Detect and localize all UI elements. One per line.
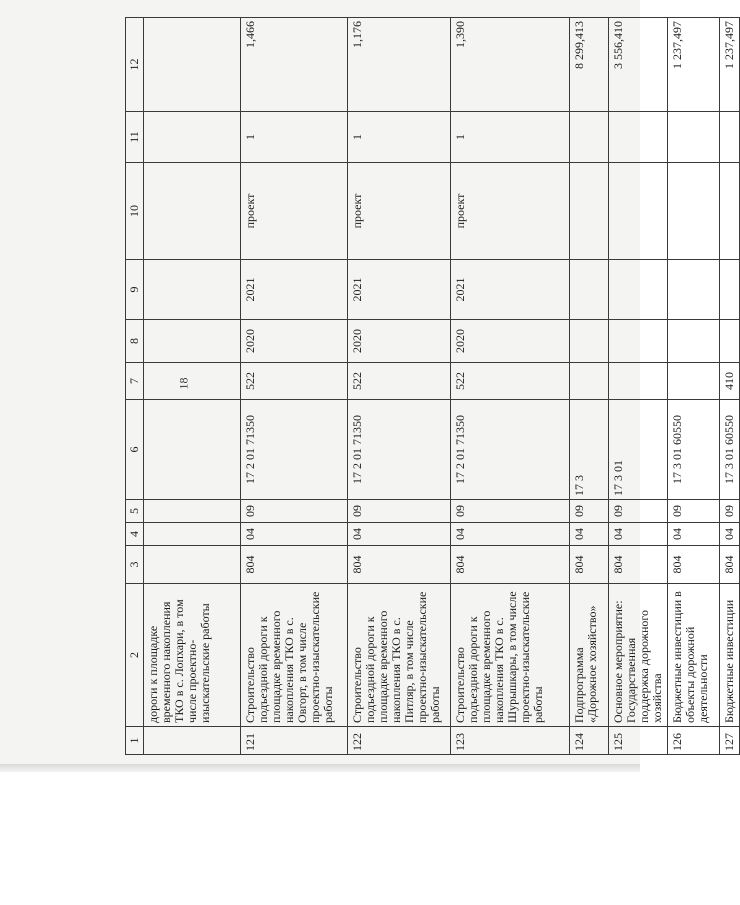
start-year: 2020 [348,320,451,363]
target-article: 17 2 01 71350 [241,400,348,500]
header-cell: 5 [126,500,144,523]
amount: 1,466 [241,18,348,112]
header-cell: 10 [126,163,144,260]
section-code: 04 [241,523,348,546]
unit: проект [451,163,570,260]
expense-type: 522 [451,363,570,400]
header-row [126,18,144,755]
section-code: 04 [668,523,720,546]
target-article: 17 2 01 71350 [348,400,451,500]
section-code: 04 [609,523,668,546]
end-year [570,260,609,320]
amount: 1 237,497 [668,18,720,112]
header-cell: 1 [126,727,144,755]
unit [609,163,668,260]
start-year [609,320,668,363]
table-row [609,18,668,755]
ministry-code [144,546,241,584]
expense-type: 522 [241,363,348,400]
rotated-table-container [125,18,736,755]
header-cell: 4 [126,523,144,546]
start-year [668,320,720,363]
header-cell: 3 [126,546,144,584]
subsection-code: 09 [609,500,668,523]
end-year [720,260,740,320]
subsection-code: 09 [720,500,740,523]
target-article: 17 3 01 60550 [668,400,720,500]
amount: 8 299,413 [570,18,609,112]
section-code: 04 [570,523,609,546]
row-number: 123 [451,727,570,755]
table-row [668,18,720,755]
unit: проект [348,163,451,260]
unit [144,163,241,260]
table-row [241,18,348,755]
end-year: 2021 [348,260,451,320]
subsection-code [144,500,241,523]
quantity [668,112,720,163]
header-cell: 11 [126,112,144,163]
end-year [668,260,720,320]
item-name: Строительство подъездной дороги к площадке временного накопления ТКО в с. Питляр, в том числе проектно-изыскательские работы [348,584,451,727]
end-year: 2021 [241,260,348,320]
item-name: Бюджетные инвестиции [720,584,740,727]
row-number: 121 [241,727,348,755]
expense-type [609,363,668,400]
subsection-code: 09 [348,500,451,523]
header-cell: 7 [126,363,144,400]
table-row [570,18,609,755]
start-year [144,320,241,363]
item-name: Строительство подъездной дороги к площадке временного накопления ТКО в с. Шурышкары, в том числе проектно-изыскательские работы [451,584,570,727]
item-name: Основное мероприятие: Государственная поддержка дорожного хозяйства [609,584,668,727]
budget-table [125,17,740,755]
page-number: 18 [176,377,191,390]
unit: проект [241,163,348,260]
expense-type [668,363,720,400]
expense-type [570,363,609,400]
unit [720,163,740,260]
section-code [144,523,241,546]
end-year [144,260,241,320]
table-row [720,18,740,755]
unit [570,163,609,260]
expense-type: 410 [720,363,740,400]
scan-edge-shadow [0,764,640,772]
target-article: 17 2 01 71350 [451,400,570,500]
ministry-code: 804 [720,546,740,584]
ministry-code: 804 [570,546,609,584]
start-year [570,320,609,363]
quantity: 1 [241,112,348,163]
quantity [570,112,609,163]
subsection-code: 09 [241,500,348,523]
quantity: 1 [348,112,451,163]
section-code: 04 [720,523,740,546]
row-number: 122 [348,727,451,755]
item-name: дороги к площадке временного накопления ТКО в с. Лопхари, в том числе проектно-изыскательские работы [144,584,241,727]
item-name: Подпрограмма «Дорожное хозяйство» [570,584,609,727]
end-year: 2021 [451,260,570,320]
row-number: 124 [570,727,609,755]
section-code: 04 [451,523,570,546]
start-year: 2020 [241,320,348,363]
quantity [144,112,241,163]
item-name: Строительство подъездной дороги к площадке временного накопления ТКО в с. Овгорт, в том числе проектно-изыскательские работы [241,584,348,727]
header-cell: 6 [126,400,144,500]
table-row [451,18,570,755]
row-number [144,727,241,755]
header-cell: 2 [126,584,144,727]
subsection-code: 09 [451,500,570,523]
subsection-code: 09 [570,500,609,523]
ministry-code: 804 [348,546,451,584]
row-number: 125 [609,727,668,755]
quantity: 1 [451,112,570,163]
row-number: 127 [720,727,740,755]
quantity [609,112,668,163]
header-cell: 8 [126,320,144,363]
amount [144,18,241,112]
amount: 1,390 [451,18,570,112]
target-article: 17 3 01 60550 [720,400,740,500]
item-name: Бюджетные инвестиции в объекты дорожной деятельности [668,584,720,727]
header-cell: 12 [126,18,144,112]
ministry-code: 804 [609,546,668,584]
ministry-code: 804 [668,546,720,584]
ministry-code: 804 [451,546,570,584]
ministry-code: 804 [241,546,348,584]
table-row [348,18,451,755]
header-cell: 9 [126,260,144,320]
amount: 3 556,410 [609,18,668,112]
expense-type [144,363,241,400]
table-row [144,18,241,755]
target-article: 17 3 [570,400,609,500]
row-number: 126 [668,727,720,755]
quantity [720,112,740,163]
amount: 1,176 [348,18,451,112]
unit [668,163,720,260]
expense-type: 522 [348,363,451,400]
end-year [609,260,668,320]
amount: 1 237,497 [720,18,740,112]
subsection-code: 09 [668,500,720,523]
section-code: 04 [348,523,451,546]
start-year: 2020 [451,320,570,363]
target-article: 17 3 01 [609,400,668,500]
start-year [720,320,740,363]
target-article [144,400,241,500]
